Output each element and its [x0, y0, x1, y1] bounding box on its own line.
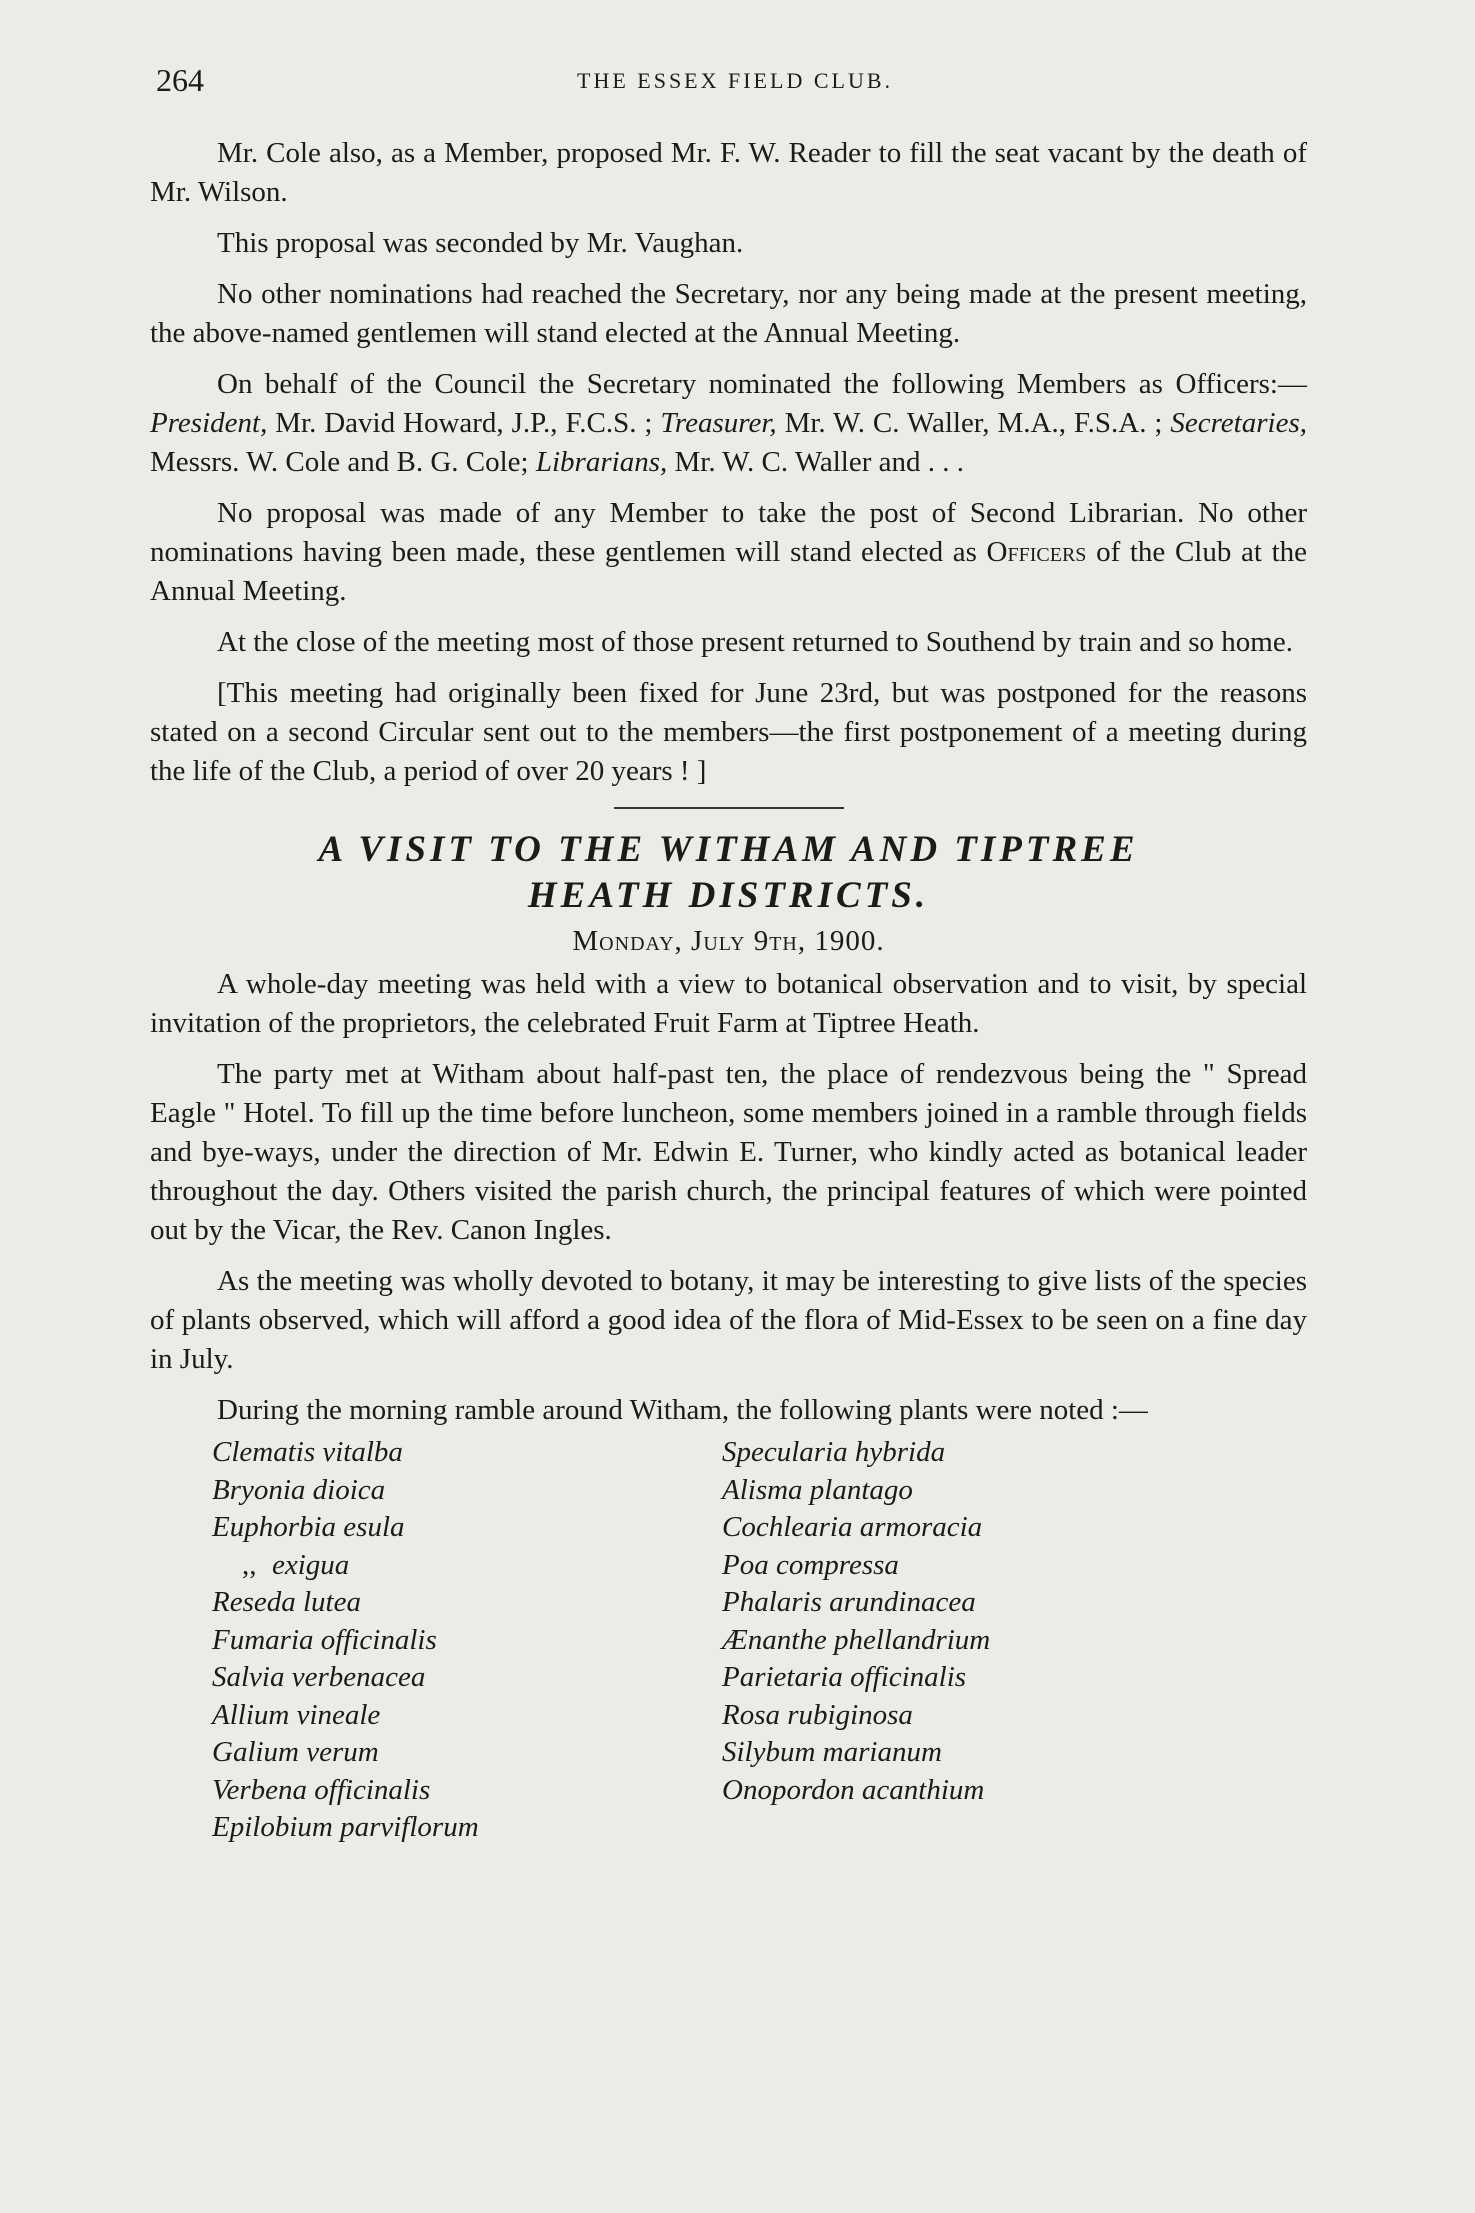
plant-name: Alisma plantago	[722, 1473, 913, 1506]
plant-name: Poa compressa	[722, 1548, 899, 1581]
plant-name: Silybum marianum	[722, 1736, 942, 1768]
paragraph-seconded: This proposal was seconded by Mr. Vaughan.	[217, 227, 744, 259]
librarians-label: Librarians,	[535, 446, 668, 478]
body-text	[150, 134, 1307, 1847]
officers-small-caps: Officers	[986, 536, 1087, 568]
plant-name: Euphorbia esula	[212, 1511, 405, 1543]
ditto-mark: ,,	[242, 1548, 257, 1581]
plant-list-right-column	[722, 1434, 1202, 1847]
article-title-line-1: A VISIT TO THE WITHAM AND TIPTREE	[318, 829, 1139, 870]
plant-name: Rosa rubiginosa	[722, 1698, 913, 1731]
article-date: Monday, July 9th, 1900.	[572, 925, 885, 957]
plant-name: Specularia hybrida	[722, 1436, 946, 1468]
plant-name: Ænanthe phellandrium	[722, 1623, 991, 1656]
plant-name: Cochlearia armoracia	[722, 1511, 983, 1543]
paragraph-nomination-reader: Mr. Cole also, as a Member, proposed Mr. F. W. Reader to fill the seat vacant by the death of Mr. Wilson.	[150, 137, 1307, 208]
plant-list	[150, 1434, 1307, 1847]
plant-name: Salvia verbenacea	[212, 1661, 426, 1693]
treasurer-text: Mr. W. C. Waller, M.A., F.S.A. ;	[776, 407, 1171, 439]
plant-name: Bryonia dioica	[212, 1473, 386, 1506]
plant-name: exigua	[272, 1548, 350, 1581]
running-title: THE ESSEX FIELD CLUB.	[577, 68, 893, 93]
plant-list-left-column	[212, 1434, 722, 1847]
paragraph-postponement-note: [This meeting had originally been fixed for June 23rd, but was postponed for the reasons stated on a second Circular sent out to the members—the first postponement of a meeting during the life of the Club, a period of over 20 years ! ]	[150, 677, 1307, 787]
paragraph-close-of-meeting: At the close of the meeting most of those present returned to Southend by train and so home.	[217, 626, 1293, 658]
paragraph-botany: As the meeting was wholly devoted to botany, it may be interesting to give lists of the species of plants observed, which will afford a good idea of the flora of Mid-Essex to be seen on a fine day in July.	[150, 1265, 1307, 1375]
article-title-line-2: HEATH DISTRICTS.	[527, 875, 930, 916]
paragraph-morning-ramble: During the morning ramble around Witham, the following plants were noted :—	[217, 1394, 1148, 1426]
librarians-text: Mr. W. C. Waller and . . .	[667, 446, 965, 478]
plant-name: Galium verum	[212, 1736, 379, 1768]
secretaries-text: Messrs. W. Cole and B. G. Cole;	[150, 446, 536, 478]
paragraph-second-librarian	[150, 494, 1307, 611]
plant-name: Phalaris arundinacea	[722, 1586, 976, 1618]
paragraph-no-other-nominations: No other nominations had reached the Secretary, nor any being made at the present meeting, the above-named gentlemen will stand elected at the Annual Meeting.	[150, 278, 1307, 349]
plant-name-ditto-row	[212, 1547, 722, 1585]
running-head	[150, 62, 1320, 110]
paragraph-whole-day-meeting: A whole-day meeting was held with a view to botanical observation and to visit, by special invitation of the proprietors, the celebrated Fruit Farm at Tiptree Heath.	[150, 968, 1307, 1039]
secretaries-label: Secretaries,	[1170, 407, 1307, 439]
paragraph-party-met: The party met at Witham about half-past ten, the place of rendezvous being the " Spread Eagle " Hotel. To fill up the time before luncheon, some members joined in a ramble through fields and bye-ways, under the direction of Mr. Edwin E. Turner, who kindly acted as botanical leader throughout the day. Others visited the parish church, the principal features of which were pointed out by the Vicar, the Rev. Canon Ingles.	[150, 1058, 1307, 1246]
president-text: Mr. David Howard, J.P., F.C.S. ;	[267, 407, 661, 439]
page-number: 264	[156, 62, 204, 98]
officers-intro: On behalf of the Council the Secretary nominated the following Members as Officers:—	[217, 368, 1307, 400]
plant-name: Allium vineale	[212, 1698, 381, 1731]
paragraph-officers-nominated	[150, 365, 1307, 482]
plant-name: Clematis vitalba	[212, 1436, 403, 1468]
president-label: President,	[150, 407, 268, 439]
plant-name: Reseda lutea	[212, 1586, 361, 1618]
plant-name: Fumaria officinalis	[212, 1623, 437, 1656]
plant-name: Onopordon acanthium	[722, 1773, 985, 1806]
treasurer-label: Treasurer,	[660, 407, 777, 439]
plant-name: Parietaria officinalis	[722, 1661, 967, 1693]
plant-name: Verbena officinalis	[212, 1773, 431, 1806]
section-divider	[614, 807, 844, 809]
second-librarian-text-before: No proposal was made of any Member to take the post of Second Librarian. No other nominations having been made, these gentlemen will stand elected as	[150, 497, 1307, 568]
second-librarian-text-after: of the Club at the Annual Meeting.	[150, 536, 1307, 607]
plant-name: Epilobium parviflorum	[212, 1811, 479, 1843]
